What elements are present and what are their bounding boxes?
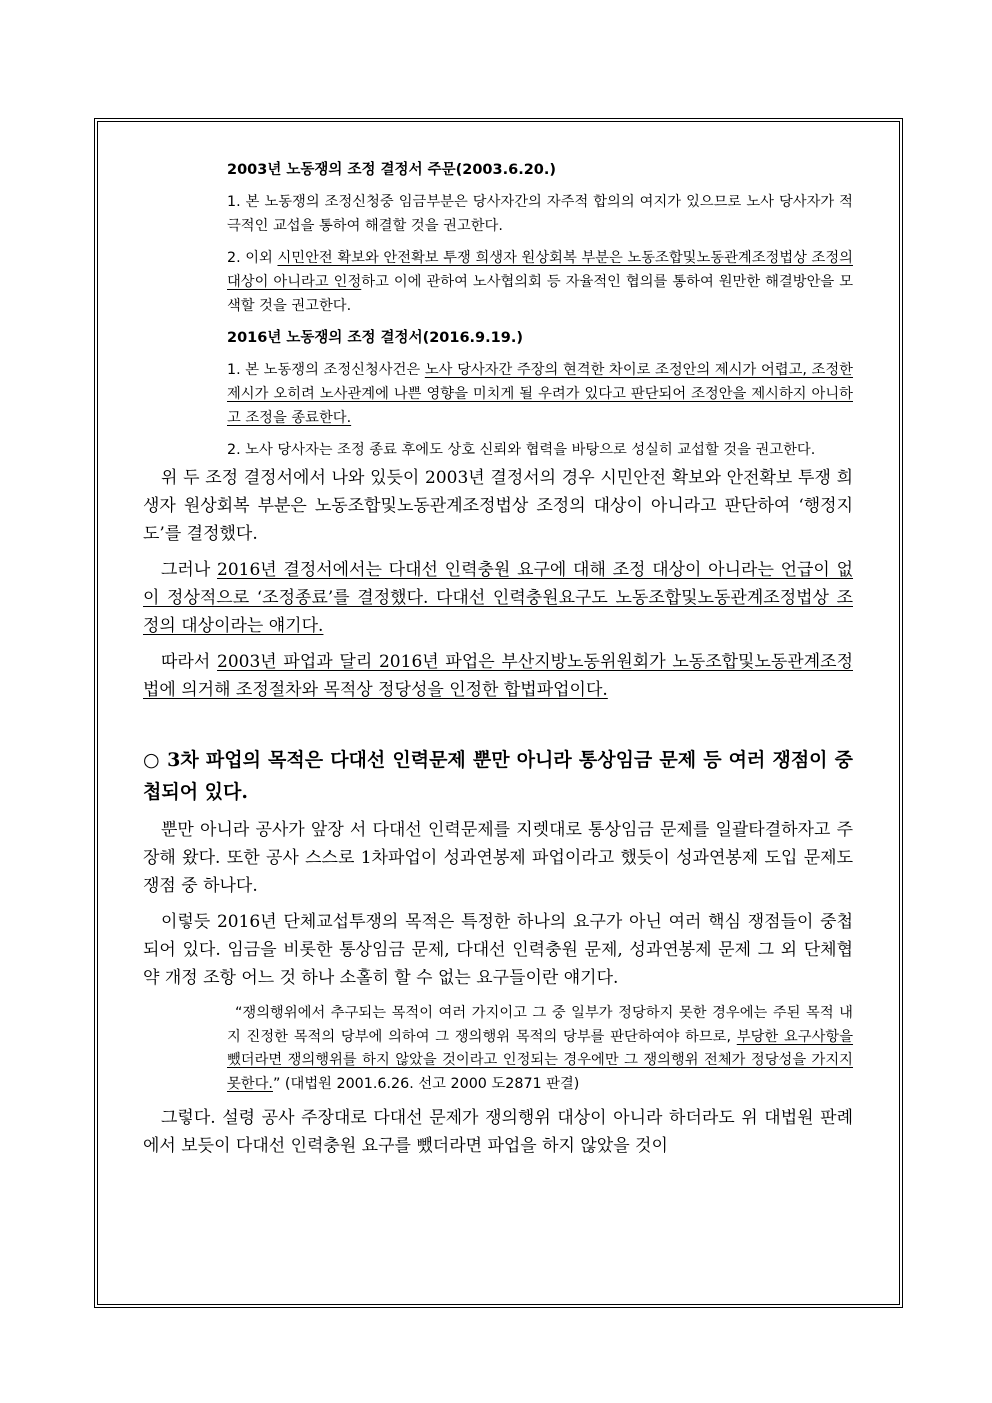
decision-2003-title: 2003년 노동쟁의 조정 결정서 주문(2003.6.20.) — [227, 162, 557, 178]
section-heading: ○ 3차 파업의 목적은 다대선 인력문제 뿐만 아니라 통상임금 문제 등 여러 쟁점이 중첩되어 있다. — [143, 749, 853, 803]
decision-2016-item-1: 1. 본 노동쟁의 조정신청사건은 노사 당사자간 주장의 현격한 차이로 조정안의 제시가 어렵고, 조정한 제시가 오히려 노사관계에 나쁜 영향을 미치게 될 우려가 있다고 판단되어 조정안을 제시하지 아니하고 조정을 종료한다. — [227, 362, 853, 426]
paragraph-2016-decision: 그러나 2016년 결정서에서는 다대선 인력충원 요구에 대해 조정 대상이 아니라는 언급이 없이 정상적으로 ‘조정종료’를 결정했다. 다대선 인력충원요구도 노동조합및노동관계조정법상 조정의 대상이라는 얘기다. — [143, 560, 854, 636]
decision-2003-item-1: 1. 본 노동쟁의 조정신청중 임금부분은 당사자간의 자주적 합의의 여지가 있으므로 노사 당사자가 적극적인 교섭을 통하여 해결할 것을 권고한다. — [227, 194, 853, 234]
supreme-court-quote-underlined: 부당한 요구사항을 뺐더라면 쟁의행위를 하지 않았을 것이라고 인정되는 경우에만 그 쟁의행위 전체가 정당성을 가지지 못한다. — [227, 1028, 854, 1092]
decision-2003-item-2: 2. 이외 시민안전 확보와 안전확보 투쟁 희생자 원상회복 부분은 노동조합및노동관계조정법상 조정의 대상이 아니라고 인정하고 이에 관하여 노사협의회 등 자율적인 협의를 통하여 원만한 해결방안을 모색할 것을 권고한다. — [227, 250, 854, 314]
supreme-court-quote: “쟁의행위에서 추구되는 목적이 여러 가지이고 그 중 일부가 정당하지 못한 경우에는 주된 목적 내지 진정한 목적의 당부에 의하여 그 쟁의행위 목적의 당부를 판단하여야 하므로, 부당한 요구사항을 뺐더라면 쟁의행위를 하지 않았을 것이라고 인정되는 경우에만 그 쟁의행위 전체가 정당성을 가지지 못한다.” (대법원 2001.6.26. 선고 2000 도2871 판결) — [227, 1005, 854, 1092]
paragraph-conclusion: 그렇다. 설령 공사 주장대로 다대선 문제가 쟁의행위 대상이 아니라 하더라도 위 대법원 판례에서 보듯이 다대선 인력충원 요구를 뺐더라면 파업을 하지 않았을 것이 — [143, 1108, 853, 1156]
paragraph-2016-decision-underlined: 2016년 결정서에서는 다대선 인력충원 요구에 대해 조정 대상이 아니라는 언급이 없이 정상적으로 ‘조정종료’를 결정했다. 다대선 인력충원요구도 노동조합및노동관계조정법상 조정의 대상이라는 얘기다. — [143, 560, 854, 636]
document-content — [143, 158, 853, 1160]
paragraph-legal-strike-underlined: 2003년 파업과 달리 2016년 파업은 부산지방노동위원회가 노동조합및노동관계조정법에 의거해 조정절차와 목적상 정당성을 인정한 합법파업이다. — [143, 652, 853, 700]
paragraph-comparison: 위 두 조정 결정서에서 나와 있듯이 2003년 결정서의 경우 시민안전 확보와 안전확보 투쟁 희생자 원상회복 부분은 노동조합및노동관계조정법상 조정의 대상이 아니라고 판단하여 ‘행정지도’를 결정했다. — [143, 468, 853, 544]
paragraph-legal-strike: 따라서 2003년 파업과 달리 2016년 파업은 부산지방노동위원회가 노동조합및노동관계조정법에 의거해 조정절차와 목적상 정당성을 인정한 합법파업이다. — [143, 652, 853, 700]
paragraph-issues: 뿐만 아니라 공사가 앞장 서 다대선 인력문제를 지렛대로 통상임금 문제를 일괄타결하자고 주장해 왔다. 또한 공사 스스로 1차파업이 성과연봉제 파업이라고 했듯이 성과연봉제 도입 문제도 쟁점 중 하나다. — [143, 820, 853, 896]
decision-2016-title: 2016년 노동쟁의 조정 결정서(2016.9.19.) — [227, 330, 523, 346]
decision-2016-item-2: 2. 노사 당사자는 조정 종료 후에도 상호 신뢰와 협력을 바탕으로 성실히 교섭할 것을 권고한다. — [227, 442, 816, 458]
paragraph-bargaining-goals: 이렇듯 2016년 단체교섭투쟁의 목적은 특정한 하나의 요구가 아닌 여러 핵심 쟁점들이 중첩되어 있다. 임금을 비롯한 통상임금 문제, 다대선 인력충원 문제, 성과연봉제 문제 그 외 단체협약 개정 조항 어느 것 하나 소홀히 할 수 없는 요구들이란 얘기다. — [143, 912, 853, 988]
decision-2016-item-1-underlined: 노사 당사자간 주장의 현격한 차이로 조정안의 제시가 어렵고, 조정한 제시가 오히려 노사관계에 나쁜 영향을 미치게 될 우려가 있다고 판단되어 조정안을 제시하지 아니하고 조정을 종료한다. — [227, 362, 853, 426]
decision-2003-item-2-underlined: 시민안전 확보와 안전확보 투쟁 희생자 원상회복 부분은 노동조합및노동관계조정법상 조정의 대상이 아니라고 인정 — [227, 250, 853, 290]
